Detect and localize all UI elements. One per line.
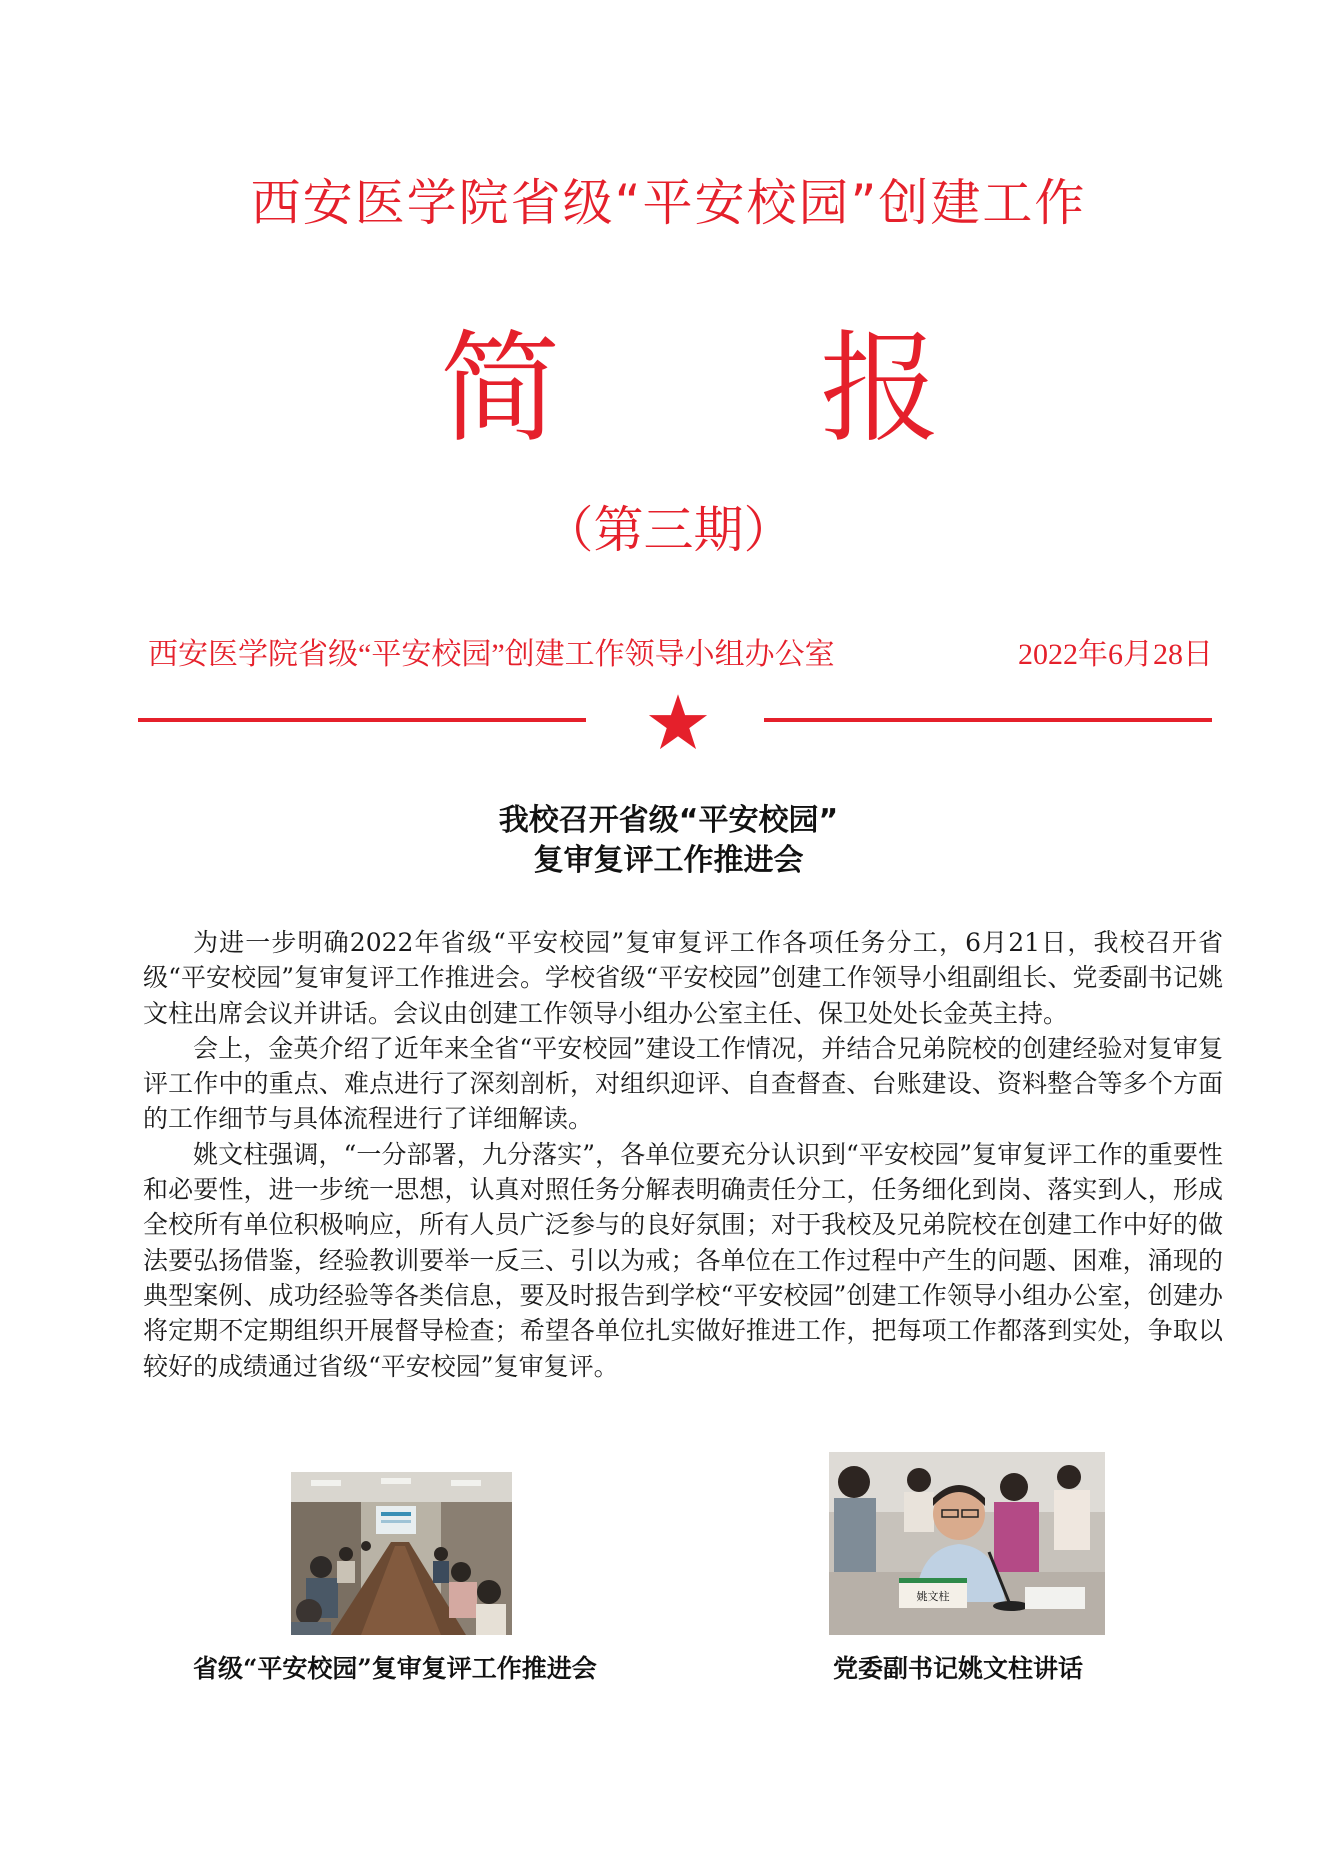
photo-caption-1: 省级“平安校园”复审复评工作推进会 bbox=[193, 1654, 597, 1683]
nameplate-text: 姚文柱 bbox=[916, 1590, 950, 1603]
issuer: 西安医学院省级“平安校园”创建工作领导小组办公室 bbox=[148, 638, 835, 671]
bulletin-title-char-1: 简 bbox=[440, 320, 560, 459]
photo-caption-2: 党委副书记姚文柱讲话 bbox=[833, 1654, 1084, 1683]
bulletin-title-char-2: 报 bbox=[820, 320, 940, 459]
article-title-line-2: 复审复评工作推进会 bbox=[533, 843, 804, 878]
article-title-line-1: 我校召开省级“平安校园” bbox=[498, 803, 839, 838]
issue-date: 2022年6月28日 bbox=[1018, 638, 1213, 671]
star-icon bbox=[648, 693, 708, 753]
divider-left bbox=[138, 718, 586, 722]
paragraph: 姚文柱强调，“一分部署，九分落实”，各单位要充分认识到“平安校园”复审复评工作的重要性和必要性，进一步统一思想，认真对照任务分解表明确责任分工，任务细化到岗、落实到人，形成全校所有单位积极响应，所有人员广泛参与的良好氛围；对于我校及兄弟院校在创建工作中好的做法要弘扬借鉴，经验教训要举一反三、引以为戒；各单位在工作过程中产生的问题、困难，涌现的典型案例、成功经验等各类信息，要及时报告到学校“平安校园”创建工作领导小组办公室，创建办将定期不定期组织开展督导检查；希望各单位扎实做好推进工作，把每项工作都落到实处，争取以较好的成绩通过省级“平安校园”复审复评。 bbox=[143, 1139, 1223, 1381]
divider-right bbox=[764, 718, 1212, 722]
org-title: 西安医学院省级“平安校园”创建工作 bbox=[250, 174, 1087, 232]
paragraph: 会上，金英介绍了近年来全省“平安校园”建设工作情况，并结合兄弟院校的创建经验对复审复评工作中的重点、难点进行了深刻剖析，对组织迎评、自查督查、台账建设、资料整合等多个方面的工作细节与具体流程进行了详细解读。 bbox=[143, 1033, 1223, 1134]
issue-number: （第三期） bbox=[543, 501, 794, 559]
article-body bbox=[143, 925, 1223, 1384]
meeting-photo bbox=[291, 1472, 512, 1635]
paragraph: 为进一步明确2022年省级“平安校园”复审复评工作各项任务分工，6月21日，我校召开省级“平安校园”复审复评工作推进会。学校省级“平安校园”创建工作领导小组副组长、党委副书记姚文柱出席会议并讲话。会议由创建工作领导小组办公室主任、保卫处处长金英主持。 bbox=[143, 928, 1223, 1028]
speaker-photo bbox=[829, 1452, 1105, 1635]
